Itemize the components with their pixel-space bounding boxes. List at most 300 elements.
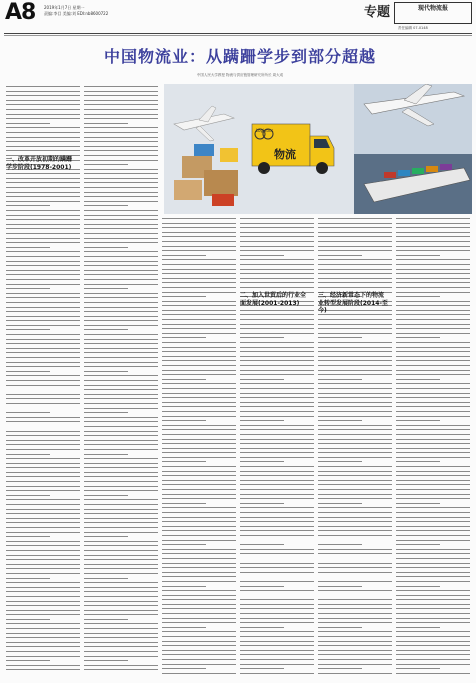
text-line: [396, 668, 440, 669]
text-line: [6, 238, 80, 239]
text-line: [396, 227, 470, 228]
text-line: [6, 527, 80, 528]
text-line: [84, 398, 158, 399]
text-line: [318, 324, 392, 325]
text-line: [84, 302, 158, 303]
text-line: [396, 356, 470, 357]
text-line: [318, 535, 392, 536]
text-line: [318, 425, 392, 426]
text-line: [396, 489, 470, 490]
text-line: [240, 337, 284, 338]
text-line: [396, 360, 470, 361]
text-line: [84, 426, 158, 427]
text-line: [84, 316, 158, 317]
text-line: [318, 365, 392, 366]
text-line: [318, 668, 362, 669]
text-line: [240, 347, 314, 348]
text-line: [396, 618, 470, 619]
text-line: [240, 351, 314, 352]
text-line: [6, 385, 80, 386]
text-line: [84, 509, 158, 510]
text-line: [162, 246, 236, 247]
text-line: [162, 365, 236, 366]
text-line: [6, 559, 80, 560]
text-line: [6, 173, 80, 174]
text-line: [396, 517, 470, 518]
text-line: [6, 660, 50, 661]
text-line: [396, 264, 470, 265]
text-line: [162, 544, 206, 545]
text-line: [396, 337, 440, 338]
text-line: [318, 319, 392, 320]
text-line: [240, 535, 314, 536]
text-line: [6, 256, 80, 257]
text-line: [84, 467, 158, 468]
text-line: [318, 498, 392, 499]
text-line: [240, 328, 314, 329]
text-line: [6, 596, 80, 597]
logistics-collage-image: [164, 84, 472, 214]
text-line: [240, 618, 314, 619]
text-line: [6, 352, 80, 353]
text-line: [6, 656, 80, 657]
text-line: [396, 347, 470, 348]
text-line: [84, 454, 128, 455]
text-line: [84, 132, 158, 133]
text-line: [396, 544, 440, 545]
text-line: [84, 178, 158, 179]
text-line: [162, 416, 236, 417]
text-line: [6, 127, 80, 128]
text-line: [318, 314, 392, 315]
text-line: [396, 549, 470, 550]
text-line: [6, 421, 80, 422]
text-line: [162, 494, 236, 495]
text-line: [240, 480, 314, 481]
subhead-1: 一、改革开放初期的蹒跚学步阶段(1978-2001): [6, 156, 73, 171]
text-line: [84, 463, 158, 464]
text-line: [318, 567, 392, 568]
text-line: [396, 351, 470, 352]
text-line: [318, 223, 392, 224]
text-line: [318, 645, 392, 646]
text-line: [240, 664, 314, 665]
text-line: [318, 608, 392, 609]
text-line: [318, 553, 392, 554]
text-line: [84, 472, 158, 473]
text-line: [84, 242, 158, 243]
text-line: [162, 393, 236, 394]
text-line: [6, 591, 80, 592]
text-line: [318, 457, 392, 458]
text-line: [318, 383, 392, 384]
text-line: [240, 484, 314, 485]
text-line: [84, 504, 158, 505]
text-line: [162, 273, 236, 274]
text-line: [162, 328, 236, 329]
text-line: [6, 178, 80, 179]
text-line: [6, 279, 80, 280]
text-line: [396, 567, 470, 568]
text-line: [6, 187, 80, 188]
text-line: [318, 236, 392, 237]
text-line: [162, 383, 236, 384]
text-line: [318, 337, 362, 338]
text-line: [396, 471, 470, 472]
text-line: [162, 379, 206, 380]
text-line: [162, 673, 236, 674]
text-line: [318, 250, 392, 251]
text-line: [318, 227, 392, 228]
text-line: [84, 371, 128, 372]
text-line: [84, 86, 158, 87]
text-line: [84, 610, 158, 611]
text-line: [84, 522, 158, 523]
text-line: [240, 429, 314, 430]
text-line: [162, 586, 206, 587]
text-line: [240, 498, 314, 499]
text-line: [318, 411, 392, 412]
text-line: [396, 236, 470, 237]
text-line: [84, 628, 158, 629]
text-line: [396, 402, 470, 403]
text-line: [318, 218, 392, 219]
text-line: [84, 495, 128, 496]
text-line: [84, 587, 158, 588]
text-line: [84, 228, 158, 229]
text-line: [396, 448, 470, 449]
text-line: [162, 622, 236, 623]
text-line: [162, 590, 236, 591]
text-line: [84, 100, 158, 101]
text-line: [318, 471, 392, 472]
text-line: [240, 443, 314, 444]
text-line: [162, 466, 236, 467]
text-line: [318, 397, 392, 398]
text-line: [6, 555, 80, 556]
text-line: [84, 325, 158, 326]
text-line: [396, 595, 470, 596]
text-line: [6, 251, 80, 252]
header-date: 2019年1月7日 星期一: [44, 5, 85, 10]
text-line: [396, 590, 470, 591]
text-line: [162, 595, 236, 596]
text-line: [162, 452, 236, 453]
text-line: [84, 518, 158, 519]
text-line: [6, 109, 80, 110]
text-line: [6, 95, 80, 96]
text-line: [6, 578, 50, 579]
text-line: [162, 636, 236, 637]
text-line: [84, 366, 158, 367]
text-line: [240, 411, 314, 412]
text-line: [318, 360, 392, 361]
text-line: [6, 91, 80, 92]
text-line: [318, 282, 392, 283]
text-line: [84, 164, 128, 165]
text-line: [6, 316, 80, 317]
text-line: [162, 370, 236, 371]
text-line: [240, 342, 314, 343]
text-line: [162, 324, 236, 325]
text-line: [84, 601, 158, 602]
text-line: [6, 486, 80, 487]
text-line: [6, 458, 80, 459]
masthead-logo: 现代物流报: [394, 2, 472, 24]
text-line: [240, 259, 314, 260]
text-line: [6, 444, 80, 445]
text-line: [240, 314, 314, 315]
text-line: [6, 132, 80, 133]
text-line: [240, 622, 314, 623]
text-line: [240, 402, 314, 403]
text-line: [162, 374, 236, 375]
text-line: [318, 530, 392, 531]
text-line: [240, 420, 284, 421]
text-line: [84, 114, 158, 115]
text-line: [84, 646, 158, 647]
text-line: [396, 443, 470, 444]
text-line: [84, 339, 158, 340]
text-line: [84, 109, 158, 110]
text-line: [318, 507, 392, 508]
text-line: [84, 137, 158, 138]
text-line: [318, 466, 392, 467]
text-line: [162, 314, 236, 315]
text-line: [240, 489, 314, 490]
text-line: [84, 279, 158, 280]
text-line: [6, 265, 80, 266]
text-line: [6, 325, 80, 326]
text-line: [84, 256, 158, 257]
text-line: [84, 380, 158, 381]
text-line: [396, 650, 470, 651]
text-line: [240, 608, 314, 609]
text-line: [396, 572, 470, 573]
text-line: [240, 466, 314, 467]
text-line: [84, 578, 128, 579]
text-line: [240, 448, 314, 449]
text-line: [162, 608, 236, 609]
text-line: [318, 461, 362, 462]
text-line: [6, 224, 80, 225]
text-line: [84, 118, 158, 119]
text-line: [318, 448, 392, 449]
text-line: [84, 307, 158, 308]
text-line: [6, 642, 80, 643]
text-line: [162, 439, 236, 440]
text-line: [84, 431, 158, 432]
text-line: [318, 402, 392, 403]
text-line: [162, 553, 236, 554]
text-line: [6, 362, 80, 363]
text-line: [162, 627, 206, 628]
text-line: [84, 311, 158, 312]
text-line: [84, 614, 158, 615]
text-line: [162, 241, 236, 242]
text-line: [6, 380, 80, 381]
text-line: [162, 397, 236, 398]
text-line: [162, 347, 236, 348]
text-line: [162, 351, 236, 352]
text-line: [6, 210, 80, 211]
text-column-1: [6, 86, 80, 678]
text-line: [84, 527, 158, 528]
text-line: [318, 370, 392, 371]
text-line: [396, 296, 440, 297]
text-line: [6, 343, 80, 344]
text-line: [396, 641, 470, 642]
text-line: [6, 104, 80, 105]
text-line: [84, 385, 158, 386]
text-line: [6, 196, 80, 197]
text-line: [396, 429, 470, 430]
text-line: [6, 545, 80, 546]
text-line: [6, 311, 80, 312]
text-line: [84, 284, 158, 285]
text-line: [162, 604, 236, 605]
text-line: [396, 388, 470, 389]
text-line: [6, 582, 80, 583]
section-name: 专题: [364, 5, 391, 20]
text-line: [240, 572, 314, 573]
text-line: [240, 590, 314, 591]
text-line: [6, 633, 80, 634]
text-line: [162, 443, 236, 444]
text-line: [318, 489, 392, 490]
text-line: [318, 654, 392, 655]
text-line: [318, 351, 392, 352]
text-line: [84, 251, 158, 252]
text-line: [162, 292, 236, 293]
text-line: [162, 471, 236, 472]
text-line: [84, 458, 158, 459]
text-line: [84, 619, 128, 620]
text-line: [240, 310, 314, 311]
text-line: [84, 182, 158, 183]
text-line: [162, 264, 236, 265]
text-line: [240, 282, 314, 283]
text-line: [240, 471, 314, 472]
text-line: [396, 636, 470, 637]
text-line: [240, 549, 314, 550]
text-line: [318, 333, 392, 334]
text-line: [84, 481, 158, 482]
text-line: [240, 475, 314, 476]
text-line: [396, 452, 470, 453]
text-line: [6, 118, 80, 119]
text-line: [318, 549, 392, 550]
text-line: [318, 259, 392, 260]
text-line: [6, 449, 80, 450]
text-line: [240, 439, 314, 440]
text-line: [84, 141, 158, 142]
text-line: [162, 517, 236, 518]
text-line: [396, 530, 470, 531]
text-line: [6, 100, 80, 101]
text-line: [240, 636, 314, 637]
text-line: [318, 604, 392, 605]
text-line: [6, 628, 80, 629]
text-line: [240, 530, 314, 531]
text-line: [84, 187, 158, 188]
text-line: [396, 535, 470, 536]
text-line: [318, 586, 362, 587]
text-line: [6, 651, 80, 652]
text-line: [318, 255, 362, 256]
text-line: [6, 114, 80, 115]
text-line: [162, 650, 236, 651]
text-line: [396, 310, 470, 311]
text-line: [6, 550, 80, 551]
text-line: [240, 269, 314, 270]
text-line: [84, 233, 158, 234]
text-line: [318, 269, 392, 270]
text-line: [6, 288, 50, 289]
text-line: [240, 232, 314, 233]
text-line: [240, 250, 314, 251]
text-line: [318, 526, 392, 527]
text-line: [318, 544, 362, 545]
text-line: [6, 233, 80, 234]
text-line: [6, 495, 50, 496]
text-line: [396, 379, 440, 380]
text-line: [396, 292, 470, 293]
subhead-2: 二、加入世贸后的行业全面发展(2001-2013): [240, 292, 307, 307]
text-line: [6, 568, 80, 569]
text-line: [318, 388, 392, 389]
text-line: [240, 425, 314, 426]
text-line: [84, 596, 158, 597]
text-line: [318, 393, 392, 394]
text-line: [84, 486, 158, 487]
text-line: [162, 549, 236, 550]
text-line: [162, 654, 236, 655]
text-line: [318, 659, 392, 660]
text-line: [318, 273, 392, 274]
text-line: [396, 480, 470, 481]
text-line: [84, 665, 158, 666]
text-line: [6, 375, 80, 376]
text-line: [162, 631, 236, 632]
text-line: [6, 509, 80, 510]
text-line: [6, 476, 80, 477]
text-line: [84, 362, 158, 363]
text-line: [318, 374, 392, 375]
text-line: [162, 250, 236, 251]
text-line: [396, 563, 470, 564]
text-line: [6, 86, 80, 87]
text-line: [318, 379, 362, 380]
text-line: [84, 169, 158, 170]
text-line: [240, 613, 314, 614]
text-line: [162, 540, 236, 541]
text-line: [162, 572, 236, 573]
text-line: [396, 461, 440, 462]
text-line: [6, 518, 80, 519]
text-line: [162, 484, 236, 485]
text-line: [240, 360, 314, 361]
text-line: [84, 238, 158, 239]
text-line: [396, 586, 440, 587]
text-line: [396, 576, 470, 577]
text-line: [318, 443, 392, 444]
text-line: [84, 669, 158, 670]
text-line: [396, 383, 470, 384]
text-line: [6, 270, 80, 271]
text-line: [240, 379, 284, 380]
text-line: [162, 475, 236, 476]
